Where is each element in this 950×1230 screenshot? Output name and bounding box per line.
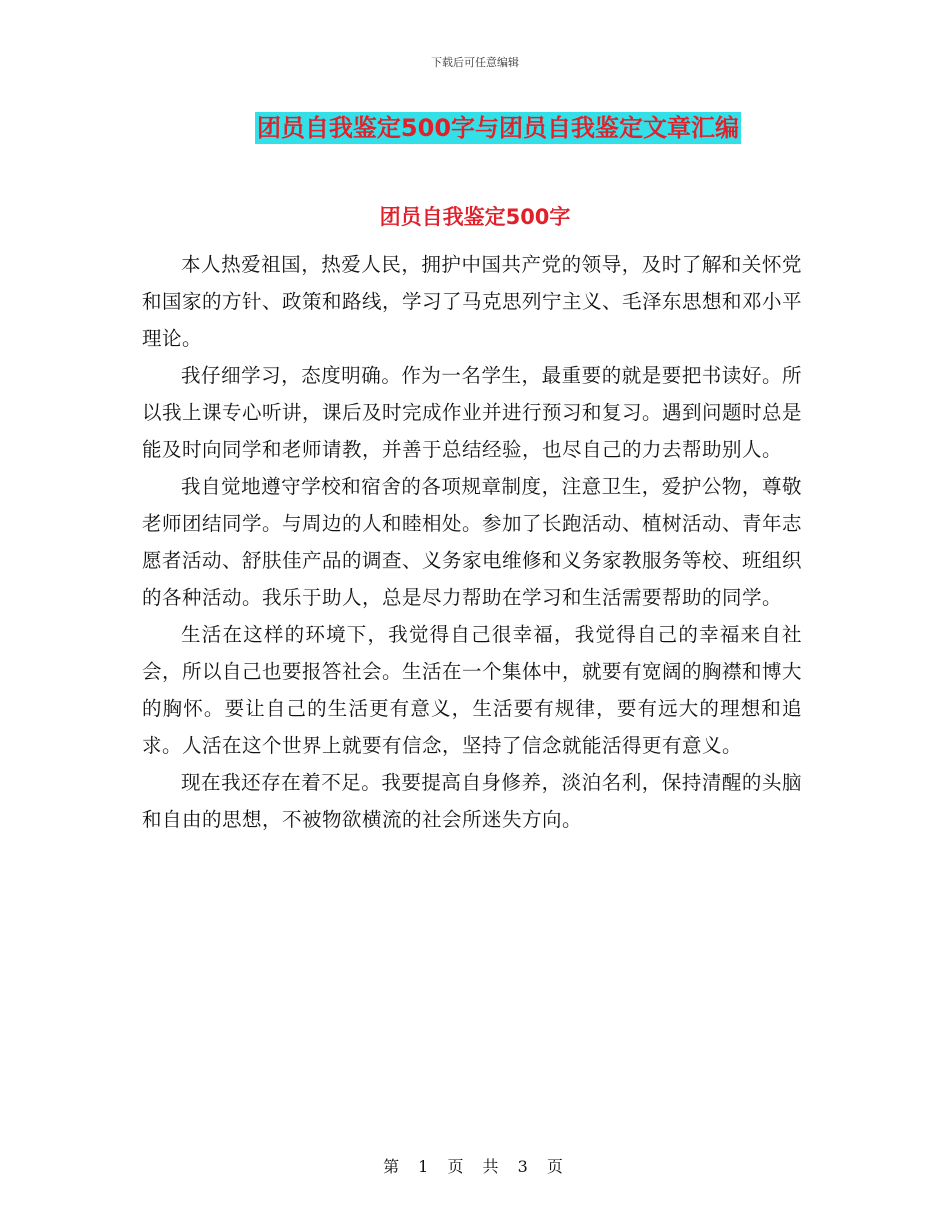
page-number-footer: 第 1 页 共 3 页 — [383, 1157, 567, 1176]
paragraph: 现在我还存在着不足。我要提高自身修养，淡泊名利，保持清醒的头脑和自由的思想，不被物欲横流的社会所迷失方向。 — [142, 771, 802, 831]
document-body — [142, 246, 802, 838]
paragraph: 我自觉地遵守学校和宿舍的各项规章制度，注意卫生，爱护公物，尊敬老师团结同学。与周边的人和睦相处。参加了长跑活动、植树活动、青年志愿者活动、舒肤佳产品的调查、义务家电维修和义务家教服务等校、班组织的各种活动。我乐于助人，总是尽力帮助在学习和生活需要帮助的同学。 — [142, 475, 803, 609]
paragraph: 我仔细学习，态度明确。作为一名学生，最重要的就是要把书读好。所以我上课专心听讲，课后及时完成作业并进行预习和复习。遇到问题时总是能及时向同学和老师请教，并善于总结经验，也尽自己的力去帮助别人。 — [142, 364, 803, 461]
paragraph: 生活在这样的环境下，我觉得自己很幸福，我觉得自己的幸福来自社会，所以自己也要报答社会。生活在一个集体中，就要有宽阔的胸襟和博大的胸怀。要让自己的生活更有意义，生活要有规律，要有远大的理想和追求。人活在这个世界上就要有信念，坚持了信念就能活得更有意义。 — [142, 623, 803, 757]
section-title: 团员自我鉴定500字 — [379, 205, 571, 229]
paragraph: 本人热爱祖国，热爱人民，拥护中国共产党的领导，及时了解和关怀党和国家的方针、政策和路线，学习了马克思列宁主义、毛泽东思想和邓小平理论。 — [142, 253, 803, 350]
header-note: 下载后可任意编辑 — [431, 56, 519, 69]
document-title: 团员自我鉴定500字与团员自我鉴定文章汇编 — [256, 114, 740, 142]
document-title-container — [0, 112, 950, 144]
